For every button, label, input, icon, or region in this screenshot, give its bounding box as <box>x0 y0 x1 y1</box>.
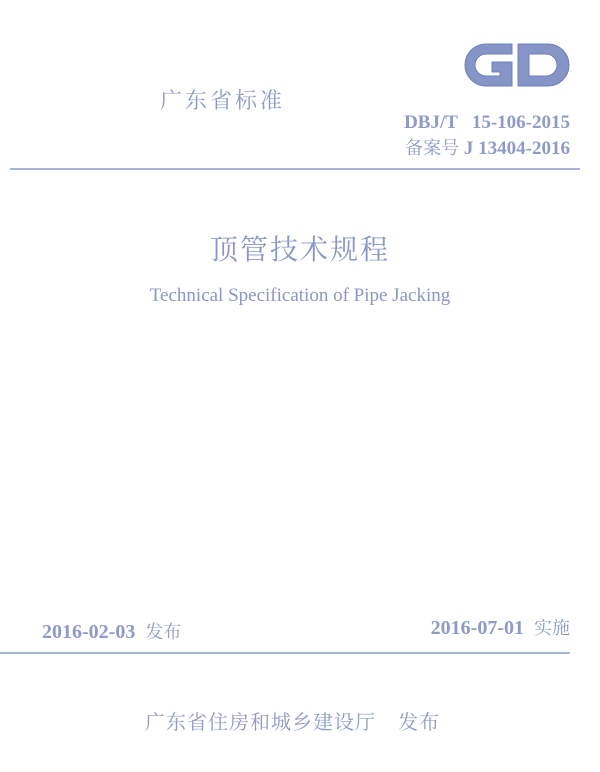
record-label: 备案号 <box>405 138 460 159</box>
effective-date: 2016-07-01 <box>430 617 524 639</box>
gd-logo <box>462 40 572 90</box>
issue-date: 2016-02-03 <box>42 621 136 643</box>
issue-date-block <box>42 618 181 644</box>
gd-logo-icon <box>462 40 572 90</box>
title-chinese: 顶管技术规程 <box>209 233 390 266</box>
standard-type: 广东省标准 <box>160 89 286 114</box>
record-value: J 13404-2016 <box>459 138 570 159</box>
record-number <box>405 134 570 160</box>
effective-date-block <box>431 614 570 640</box>
publisher <box>145 706 440 735</box>
publisher-name: 广东省住房和城乡建设厅 <box>145 710 376 734</box>
issue-label: 发布 <box>145 622 182 643</box>
standard-code: DBJ/T 15-106-2015 <box>404 112 570 133</box>
title-english: Technical Specification of Pipe Jacking <box>149 285 451 306</box>
bottom-divider <box>0 652 570 654</box>
effective-label: 实施 <box>534 618 570 639</box>
top-divider <box>10 168 580 170</box>
publisher-action: 发布 <box>398 710 441 734</box>
